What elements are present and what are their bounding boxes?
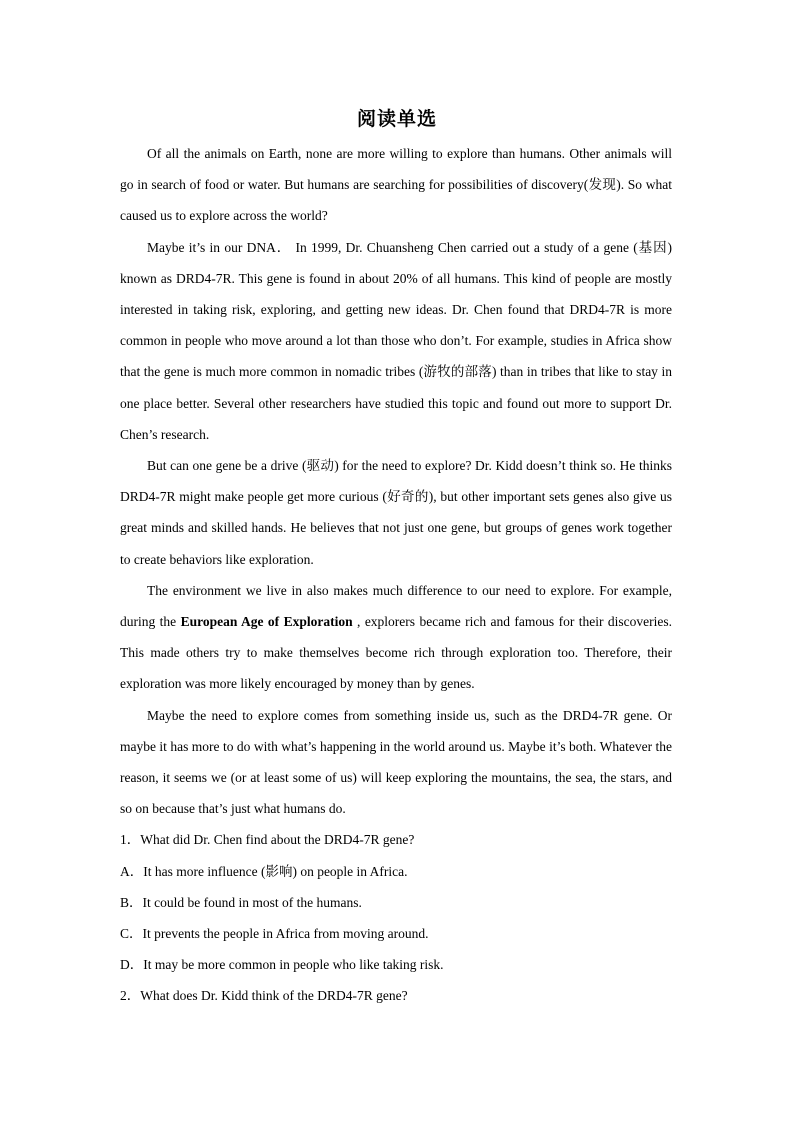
question-1-option-c: C．It prevents the people in Africa from moving around. — [120, 926, 429, 942]
question-1-option-a: A．It has more influence (影响) on people in Africa. — [120, 863, 408, 879]
question-1-option-d: D．It may be more common in people who like taking risk. — [120, 957, 444, 973]
paragraph-4 — [120, 575, 672, 700]
question-2: 2．What does Dr. Kidd think of the DRD4-7R gene? — [120, 988, 408, 1004]
paragraph-5: Maybe the need to explore comes from something inside us, such as the DRD4-7R gene. Or maybe it has more to do with what’s happening in the world around us. Maybe it’s both. Whatever the reason, it seems we (or at least some of us) will keep exploring the mountains, the sea, the stars, and so on because that’s just what humans do. — [120, 707, 672, 817]
paragraph-4-rest: , explorers became rich and famous for their discoveries. This made others try to make themselves become rich through exploration too. Therefore, their exploration was more likely encouraged by money than by genes. — [120, 614, 672, 692]
paragraph-1: Of all the animals on Earth, none are more willing to explore than humans. Other animals will go in search of food or water. But humans are searching for possibilities of discovery(发现). So what caused us to explore across the world? — [120, 146, 672, 224]
page-title: 阅读单选 — [356, 109, 437, 130]
paragraph-4-lead: The environment we live in also makes much difference to our need to explore. For example, during the — [120, 582, 672, 630]
question-1-option-b: B．It could be found in most of the humans. — [120, 894, 362, 910]
bold-term: European Age of Exploration — [180, 614, 353, 630]
paragraph-2: Maybe it’s in our DNA． In 1999, Dr. Chuansheng Chen carried out a study of a gene (基因) known as DRD4-7R. This gene is found in about 20% of all humans. This kind of people are mostly interested in taking risk, exploring, and getting new ideas. Dr. Chen found that DRD4-7R is more common in people who move around a lot than those who don’t. For example, studies in Africa show that the gene is much more common in nomadic tribes (游牧的部落) than in tribes that like to stay in one place better. Several other researchers have studied this topic and found out more to support Dr. Chen’s research. — [120, 239, 672, 442]
passage-body — [120, 138, 672, 1012]
question-1: 1．What did Dr. Chen find about the DRD4-7R gene? — [120, 832, 415, 848]
paragraph-3: But can one gene be a drive (驱动) for the need to explore? Dr. Kidd doesn’t think so. He thinks DRD4-7R might make people get more curious (好奇的), but other important sets genes also give us great minds and skilled hands. He believes that not just one gene, but groups of genes work together to create behaviors like exploration. — [120, 458, 672, 567]
